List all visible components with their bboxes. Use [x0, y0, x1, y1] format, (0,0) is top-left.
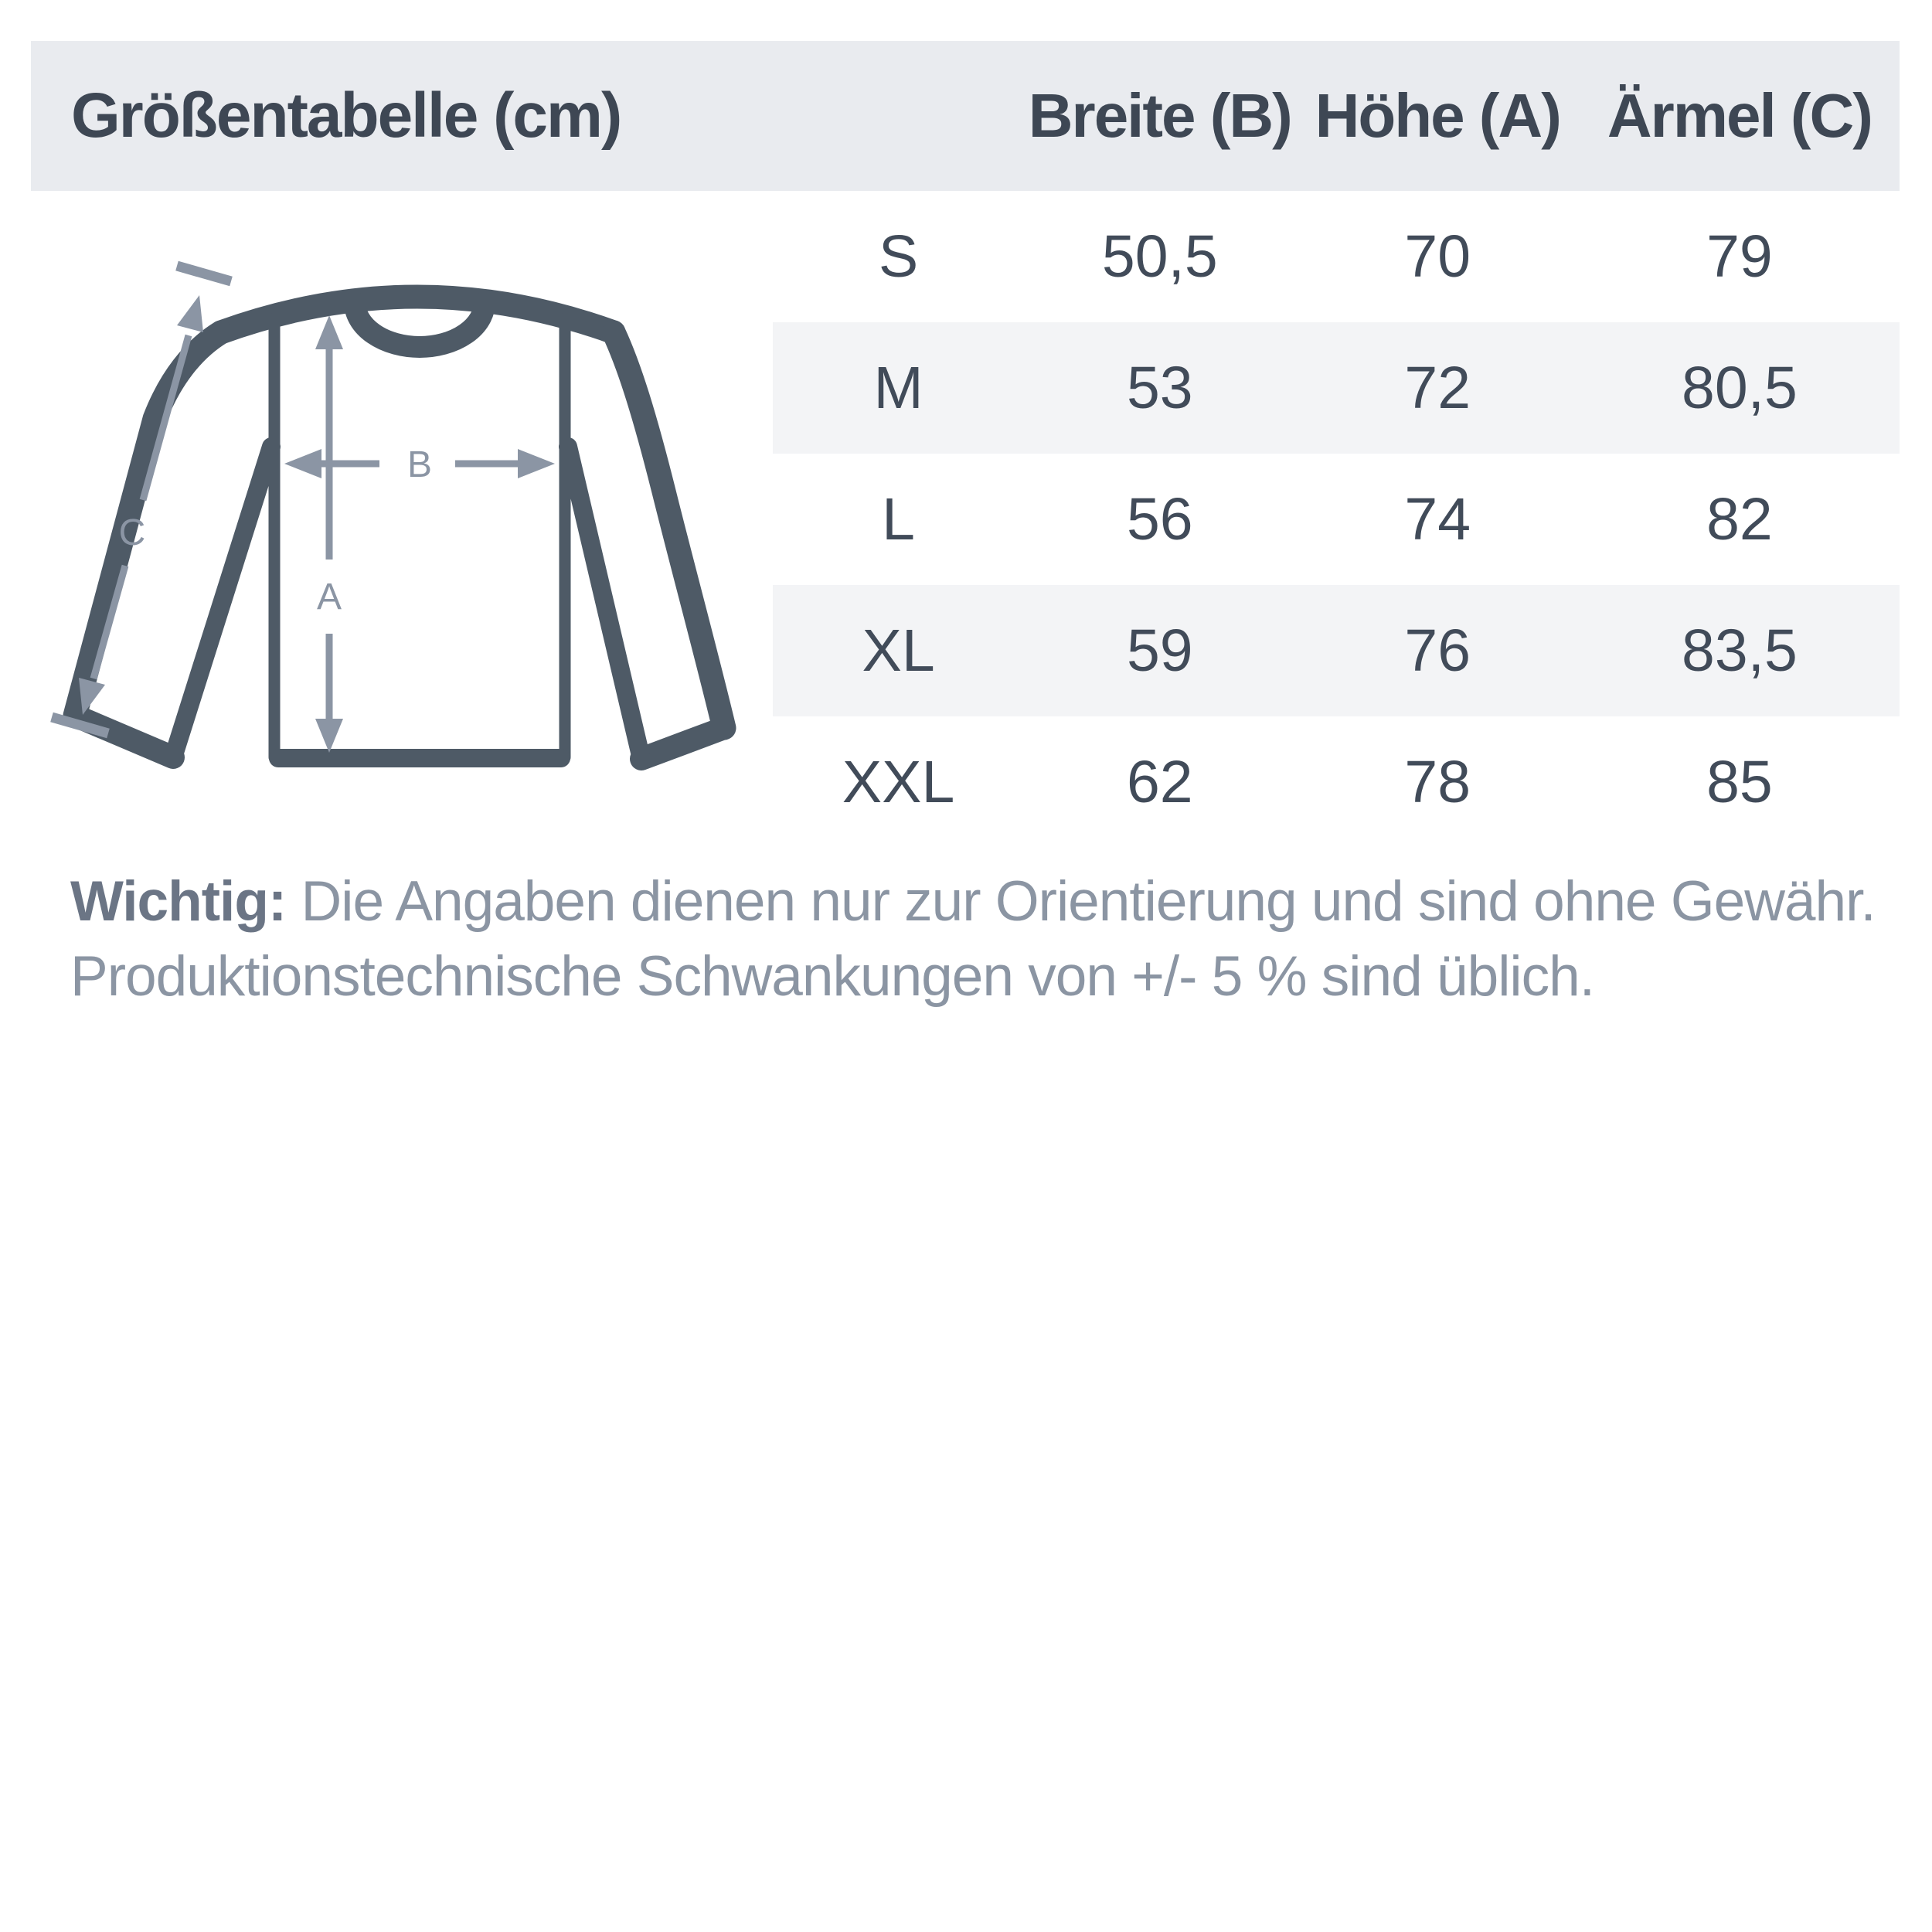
value-cell: 78	[1404, 748, 1471, 815]
measure-label-c: C	[118, 512, 146, 553]
table-row-s	[773, 191, 1900, 322]
value-cell: 70	[1404, 223, 1471, 290]
value-cell: 76	[1404, 617, 1471, 684]
table-header-row	[773, 41, 1900, 191]
arrowheads	[79, 295, 555, 753]
column-header-aermel: Ärmel (C)	[1607, 81, 1872, 150]
size-label: L	[882, 485, 915, 553]
value-cell: 80,5	[1682, 354, 1798, 421]
value-cell: 50,5	[1101, 223, 1218, 290]
value-cell: 72	[1404, 354, 1471, 421]
size-table	[773, 41, 1900, 848]
size-label: XXL	[842, 748, 955, 815]
value-cell: 85	[1706, 748, 1773, 815]
size-chart-title: Größentabelle (cm)	[71, 80, 621, 151]
measure-label-b: B	[406, 444, 433, 485]
column-header-size	[773, 41, 1024, 191]
value-cell: 59	[1126, 617, 1193, 684]
table-row-l	[773, 454, 1900, 585]
disclaimer-line-1	[70, 864, 1910, 939]
value-cell: 79	[1706, 223, 1773, 290]
disclaimer-text-2: Produktionstechnische Schwankungen von +/- 5 % sind üblich.	[70, 945, 1595, 1008]
disclaimer-line-2	[70, 939, 1910, 1014]
table-row-xxl	[773, 716, 1900, 848]
table-row-xl	[773, 585, 1900, 716]
value-cell: 62	[1126, 748, 1193, 815]
size-label: XL	[862, 617, 935, 684]
disclaimer-heading: Wichtig:	[70, 870, 287, 933]
disclaimer-text-1: Die Angaben dienen nur zur Orientierung und sind ohne Gewähr.	[301, 870, 1876, 933]
shirt-measure-diagram-icon	[31, 216, 773, 788]
column-header-breite: Breite (B)	[1028, 81, 1291, 150]
value-cell: 83,5	[1682, 617, 1798, 684]
value-cell: 56	[1126, 485, 1193, 553]
longsleeve-shirt-icon	[75, 297, 724, 759]
value-cell: 53	[1126, 354, 1193, 421]
value-cell: 82	[1706, 485, 1773, 553]
size-label: M	[873, 354, 923, 421]
column-header-hoehe: Höhe (A)	[1315, 81, 1560, 150]
measure-label-a: A	[316, 577, 342, 617]
value-cell: 74	[1404, 485, 1471, 553]
table-row-m	[773, 322, 1900, 454]
disclaimer-note	[70, 864, 1910, 1014]
size-label: S	[878, 223, 919, 290]
